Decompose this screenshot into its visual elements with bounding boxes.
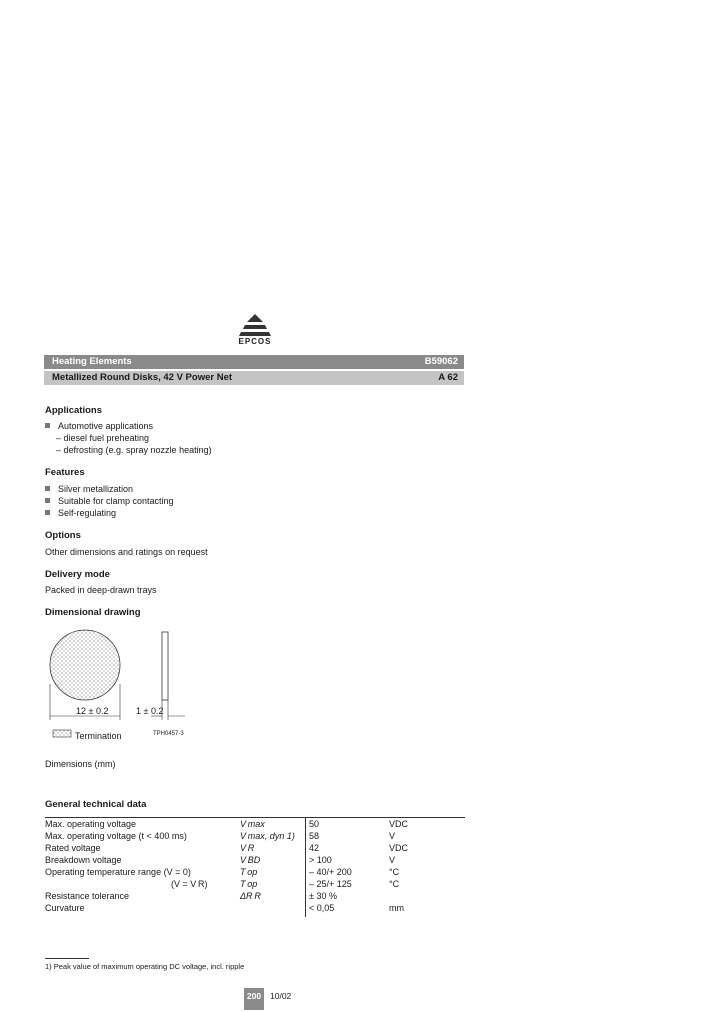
table-row: Rated voltage V R 42 VDC bbox=[45, 843, 409, 853]
table-row: Breakdown voltage V BD > 100 V bbox=[45, 855, 396, 865]
diameter-label: 12 ± 0.2 bbox=[76, 706, 109, 716]
table-row: Resistance tolerance ΔR R ± 30 % bbox=[45, 891, 337, 901]
table-row: Max. operating voltage (t < 400 ms) V max, dyn 1) 58 V bbox=[45, 831, 396, 841]
features-title: Features bbox=[45, 467, 85, 478]
dimensions-note: Dimensions (mm) bbox=[45, 759, 116, 769]
technical-table bbox=[45, 817, 465, 914]
applications-subitem: – defrosting (e.g. spray nozzle heating) bbox=[56, 445, 212, 455]
options-title: Options bbox=[45, 530, 81, 541]
delivery-title: Delivery mode bbox=[45, 569, 110, 580]
feature-item: Suitable for clamp contacting bbox=[45, 496, 174, 506]
table-row: Curvature < 0,05 mm bbox=[45, 903, 404, 913]
table-row: Operating temperature range (V = 0) T op – 40/+ 200 °C bbox=[45, 867, 400, 877]
table-divider bbox=[305, 817, 306, 917]
page-number: 200 bbox=[244, 988, 264, 1010]
page-date: 10/02 bbox=[270, 991, 292, 1001]
subheader-bar bbox=[44, 371, 464, 385]
header-bar bbox=[44, 355, 464, 369]
applications-subitem: – diesel fuel preheating bbox=[56, 433, 150, 443]
applications-item: Automotive applications bbox=[45, 421, 153, 431]
thickness-label: 1 ± 0.2 bbox=[136, 706, 164, 716]
drawing-title: Dimensional drawing bbox=[45, 607, 141, 618]
type-code: A 62 bbox=[438, 372, 458, 383]
footnote-rule bbox=[45, 958, 89, 959]
table-row: Max. operating voltage V max 50 VDC bbox=[45, 819, 409, 829]
bullet-icon bbox=[45, 423, 50, 428]
feature-item: Silver metallization bbox=[45, 484, 133, 494]
technical-title: General technical data bbox=[45, 799, 147, 810]
footnote: 1) Peak value of maximum operating DC voltage, incl. ripple bbox=[45, 962, 245, 971]
delivery-text: Packed in deep-drawn trays bbox=[45, 585, 157, 595]
category: Heating Elements bbox=[52, 356, 132, 367]
drawing-code: TPH0457-3 bbox=[153, 731, 184, 737]
brand-name: EPCOS bbox=[238, 337, 272, 346]
subtitle: Metallized Round Disks, 42 V Power Net bbox=[52, 372, 233, 383]
table-row: (V = V R) T op – 25/+ 125 °C bbox=[171, 879, 400, 889]
termination-legend: Termination bbox=[75, 731, 122, 741]
options-text: Other dimensions and ratings on request bbox=[45, 547, 208, 557]
applications-title: Applications bbox=[45, 405, 103, 416]
bullet-icon bbox=[45, 486, 50, 491]
feature-item: Self-regulating bbox=[45, 508, 116, 518]
bullet-icon bbox=[45, 498, 50, 503]
part-number: B59062 bbox=[424, 356, 458, 367]
bullet-icon bbox=[45, 510, 50, 515]
